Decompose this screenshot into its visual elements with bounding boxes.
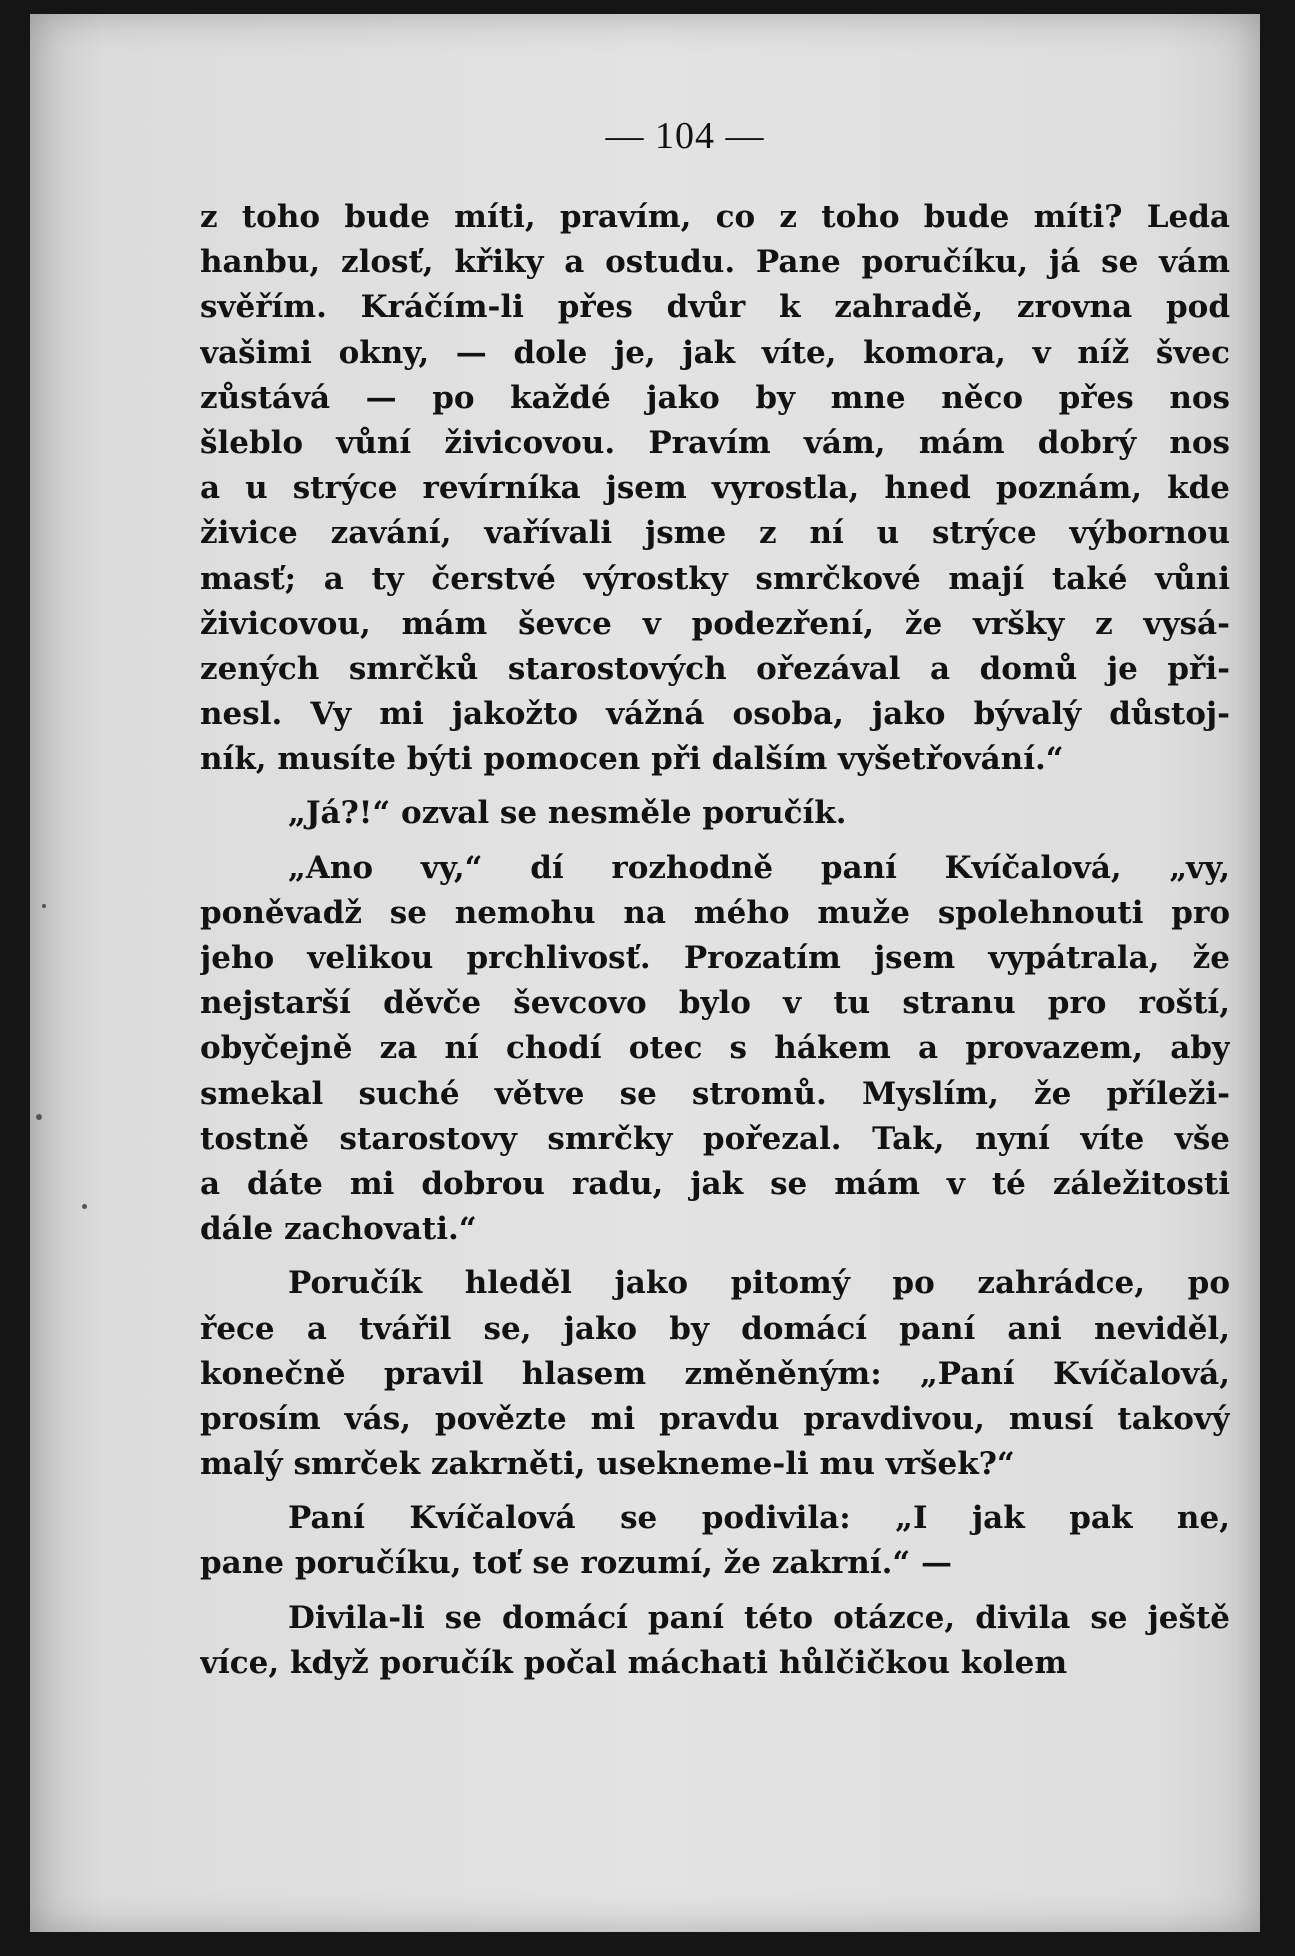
text-line: malý smrček zakrněti, usekneme-li mu vršek?“ — [200, 1446, 1015, 1483]
paragraph-gap — [200, 782, 1230, 791]
text-line: zených smrčků starostových ořezával a domů je při- — [200, 650, 1230, 687]
text-line: živice zavání, vařívali jsme z ní u strýce výbornou — [200, 515, 1230, 552]
paragraph-gap — [200, 837, 1230, 846]
text-line: nejstarší děvče ševcovo bylo v tu stranu pro roští, — [200, 985, 1230, 1022]
text-line: vašimi okny, — dole je, jak víte, komora, v níž švec — [200, 334, 1230, 371]
text-line: poněvadž se nemohu na mého muže spolehnouti pro — [200, 894, 1230, 931]
paragraph-gap — [200, 1587, 1230, 1596]
text-line: obyčejně za ní chodí otec s hákem a provazem, aby — [200, 1030, 1230, 1067]
paragraph — [200, 1496, 1230, 1586]
text-line: „Ano vy,“ dí rozhodně paní Kvíčalová, „vy, — [288, 849, 1230, 886]
text-line: Poručík hleděl jako pitomý po zahrádce, po — [288, 1265, 1230, 1302]
page-number: — 104 — — [605, 115, 765, 157]
text-line: hanbu, zlosť, křiky a ostudu. Pane poručíku, já se vám — [200, 244, 1230, 281]
paragraph — [200, 846, 1230, 1253]
text-line: konečně pravil hlasem změněným: „Paní Kvíčalová, — [200, 1355, 1230, 1392]
text-line: živicovou, mám ševce v podezření, že vršky z vysá- — [200, 605, 1230, 642]
text-line: smekal suché větve se stromů. Myslím, že příleži- — [200, 1075, 1230, 1112]
text-line: dále zachovati.“ — [200, 1211, 477, 1248]
body-text — [200, 195, 1230, 1686]
text-line: zůstává — po každé jako by mne něco přes nos — [200, 379, 1230, 416]
text-line: svěřím. Kráčím-li přes dvůr k zahradě, zrovna pod — [200, 289, 1230, 326]
page-speck — [82, 1204, 87, 1209]
text-line: masť; a ty čerstvé výrostky smrčkové mají také vůni — [200, 560, 1230, 597]
text-line: jeho velikou prchlivosť. Prozatím jsem vypátrala, že — [200, 940, 1230, 976]
paragraph — [200, 791, 1230, 836]
text-line: tostně starostovy smrčky pořezal. Tak, nyní víte vše — [200, 1120, 1230, 1157]
page-speck — [42, 904, 46, 908]
text-line: Divila-li se domácí paní této otázce, divila se ještě — [288, 1599, 1230, 1636]
text-line: pane poručíku, toť se rozumí, že zakrní.“ — — [200, 1545, 953, 1582]
paragraph-gap — [200, 1487, 1230, 1496]
text-line: Paní Kvíčalová se podivila: „I jak pak ne, — [288, 1500, 1230, 1537]
text-line: více, když poručík počal máchati hůlčičkou kolem — [200, 1644, 1068, 1681]
paragraph — [200, 1261, 1230, 1487]
text-line: z toho bude míti, pravím, co z toho bude míti? Leda — [200, 199, 1230, 235]
text-line: a u strýce revírníka jsem vyrostla, hned poznám, kde — [200, 470, 1230, 507]
paragraph — [200, 1596, 1230, 1686]
page-speck — [36, 1114, 42, 1120]
text-line: ník, musíte býti pomocen při dalším vyšetřování.“ — [200, 741, 1064, 778]
text-line: a dáte mi dobrou radu, jak se mám v té záležitosti — [200, 1165, 1230, 1202]
text-line: šleblo vůní živicovou. Pravím vám, mám dobrý nos — [200, 424, 1230, 461]
paragraph — [200, 195, 1230, 782]
text-line: „Já?!“ ozval se nesměle poručík. — [288, 795, 847, 832]
paragraph-gap — [200, 1252, 1230, 1261]
text-line: nesl. Vy mi jakožto vážná osoba, jako bývalý důstoj- — [200, 696, 1230, 733]
text-line: prosím vás, povězte mi pravdu pravdivou, musí takový — [200, 1400, 1230, 1437]
text-line: řece a tvářil se, jako by domácí paní ani neviděl, — [200, 1310, 1230, 1347]
